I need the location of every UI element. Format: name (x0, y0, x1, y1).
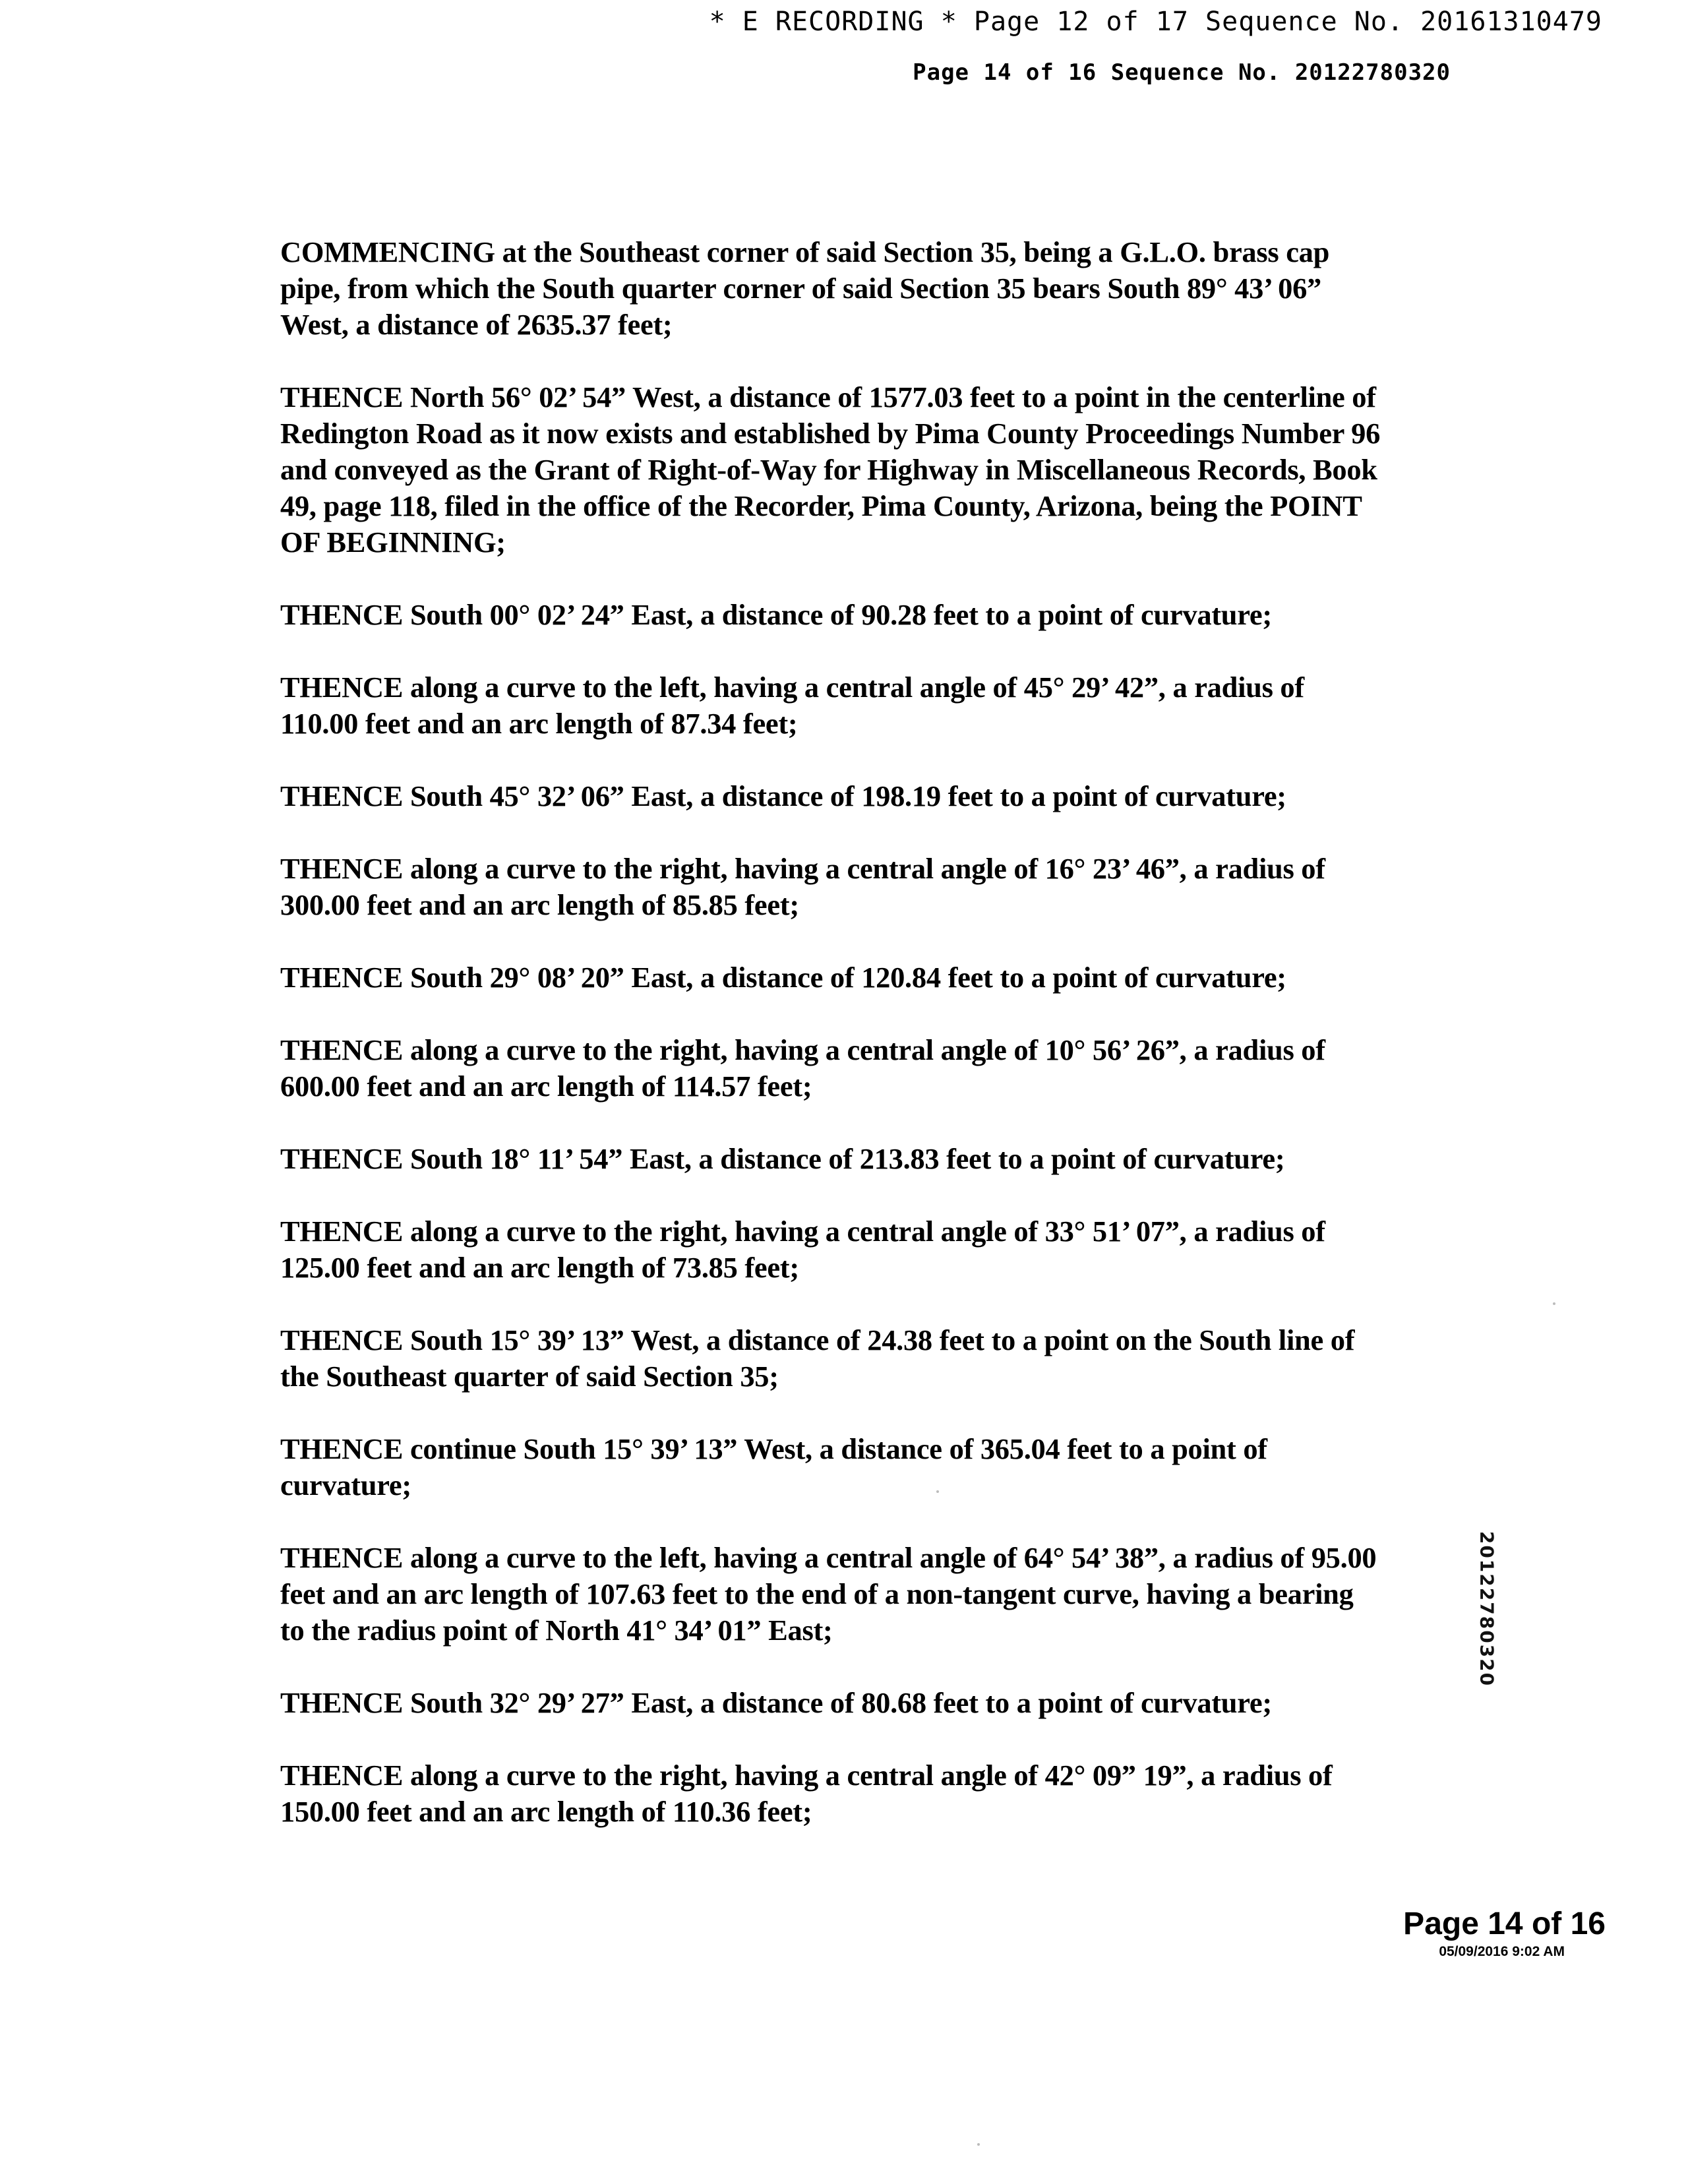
paragraph-course: THENCE South 45° 32’ 06” East, a distance of 198.19 feet to a point of curvature; (280, 779, 1286, 812)
paragraph-commencing: COMMENCING at the Southeast corner of said Section 35, being a G.L.O. brass cap pipe, from which the South quarter corner of said Section 35 bears South 89° 43’ 06” West, a distance of 2635.37 feet; (280, 235, 1330, 341)
side-stamp-text: 20122780320 (1476, 1531, 1498, 1687)
paragraph-curve: THENCE along a curve to the right, having a central angle of 33° 51’ 07”, a radius of 125.00 feet and an arc length of 73.85 feet; (280, 1215, 1325, 1284)
paragraph-course: THENCE South 29° 08’ 20” East, a distance of 120.84 feet to a point of curvature; (280, 961, 1286, 994)
paragraph-course: THENCE continue South 15° 39’ 13” West, a distance of 365.04 feet to a point of curvature; (280, 1432, 1267, 1502)
paragraph-course: THENCE South 15° 39’ 13” West, a distance of 24.38 feet to a point on the South line of the Southeast quarter of said Section 35; (280, 1323, 1355, 1393)
page-number: Page 14 of 16 (1403, 1906, 1606, 1941)
scan-speck (1553, 1302, 1555, 1305)
paragraph-curve: THENCE along a curve to the right, having a central angle of 16° 23’ 46”, a radius of 300.00 feet and an arc length of 85.85 feet; (280, 852, 1325, 921)
paragraph-course: THENCE South 18° 11’ 54” East, a distance of 213.83 feet to a point of curvature; (280, 1142, 1285, 1175)
paragraph-curve: THENCE along a curve to the left, having a central angle of 45° 29’ 42”, a radius of 110.00 feet and an arc length of 87.34 feet; (280, 671, 1304, 740)
paragraph-course: THENCE South 00° 02’ 24” East, a distance of 90.28 feet to a point of curvature; (280, 598, 1272, 631)
scan-speck (977, 2143, 980, 2146)
legal-description (280, 234, 1381, 1866)
paragraph-course: THENCE South 32° 29’ 27” East, a distance of 80.68 feet to a point of curvature; (280, 1686, 1272, 1719)
sequence-header: Page 14 of 16 Sequence No. 20122780320 (913, 59, 1451, 86)
paragraph-curve: THENCE along a curve to the right, having a central angle of 42° 09” 19”, a radius of 150.00 feet and an arc length of 110.36 feet; (280, 1759, 1333, 1828)
scan-speck (936, 1490, 939, 1493)
paragraph-curve: THENCE along a curve to the left, having a central angle of 64° 54’ 38”, a radius of 95.00 feet and an arc length of 107.63 feet to the end of a non-tangent curve, having a bearing to the radius point of North 41° 34’ 01” East; (280, 1541, 1377, 1647)
page-footer (1403, 1906, 1606, 1961)
paragraph-curve: THENCE along a curve to the right, having a central angle of 10° 56’ 26”, a radius of 600.00 feet and an arc length of 114.57 feet; (280, 1033, 1325, 1103)
paragraph-point-of-beginning: THENCE North 56° 02’ 54” West, a distance of 1577.03 feet to a point in the centerline of Redington Road as it now exists and established by Pima County Proceedings Number 96 and conveyed as the Grant of Right-of-Way for Highway in Miscellaneous Records, Book 49, page 118, filed in the office of the Recorder, Pima County, Arizona, being the POINT OF BEGINNING; (280, 380, 1381, 559)
side-sequence-stamp (1467, 1497, 1507, 1721)
recording-header: * E RECORDING * Page 12 of 17 Sequence No. 20161310479 (709, 7, 1602, 37)
recorded-timestamp: 05/09/2016 9:02 AM (1439, 1944, 1565, 1959)
